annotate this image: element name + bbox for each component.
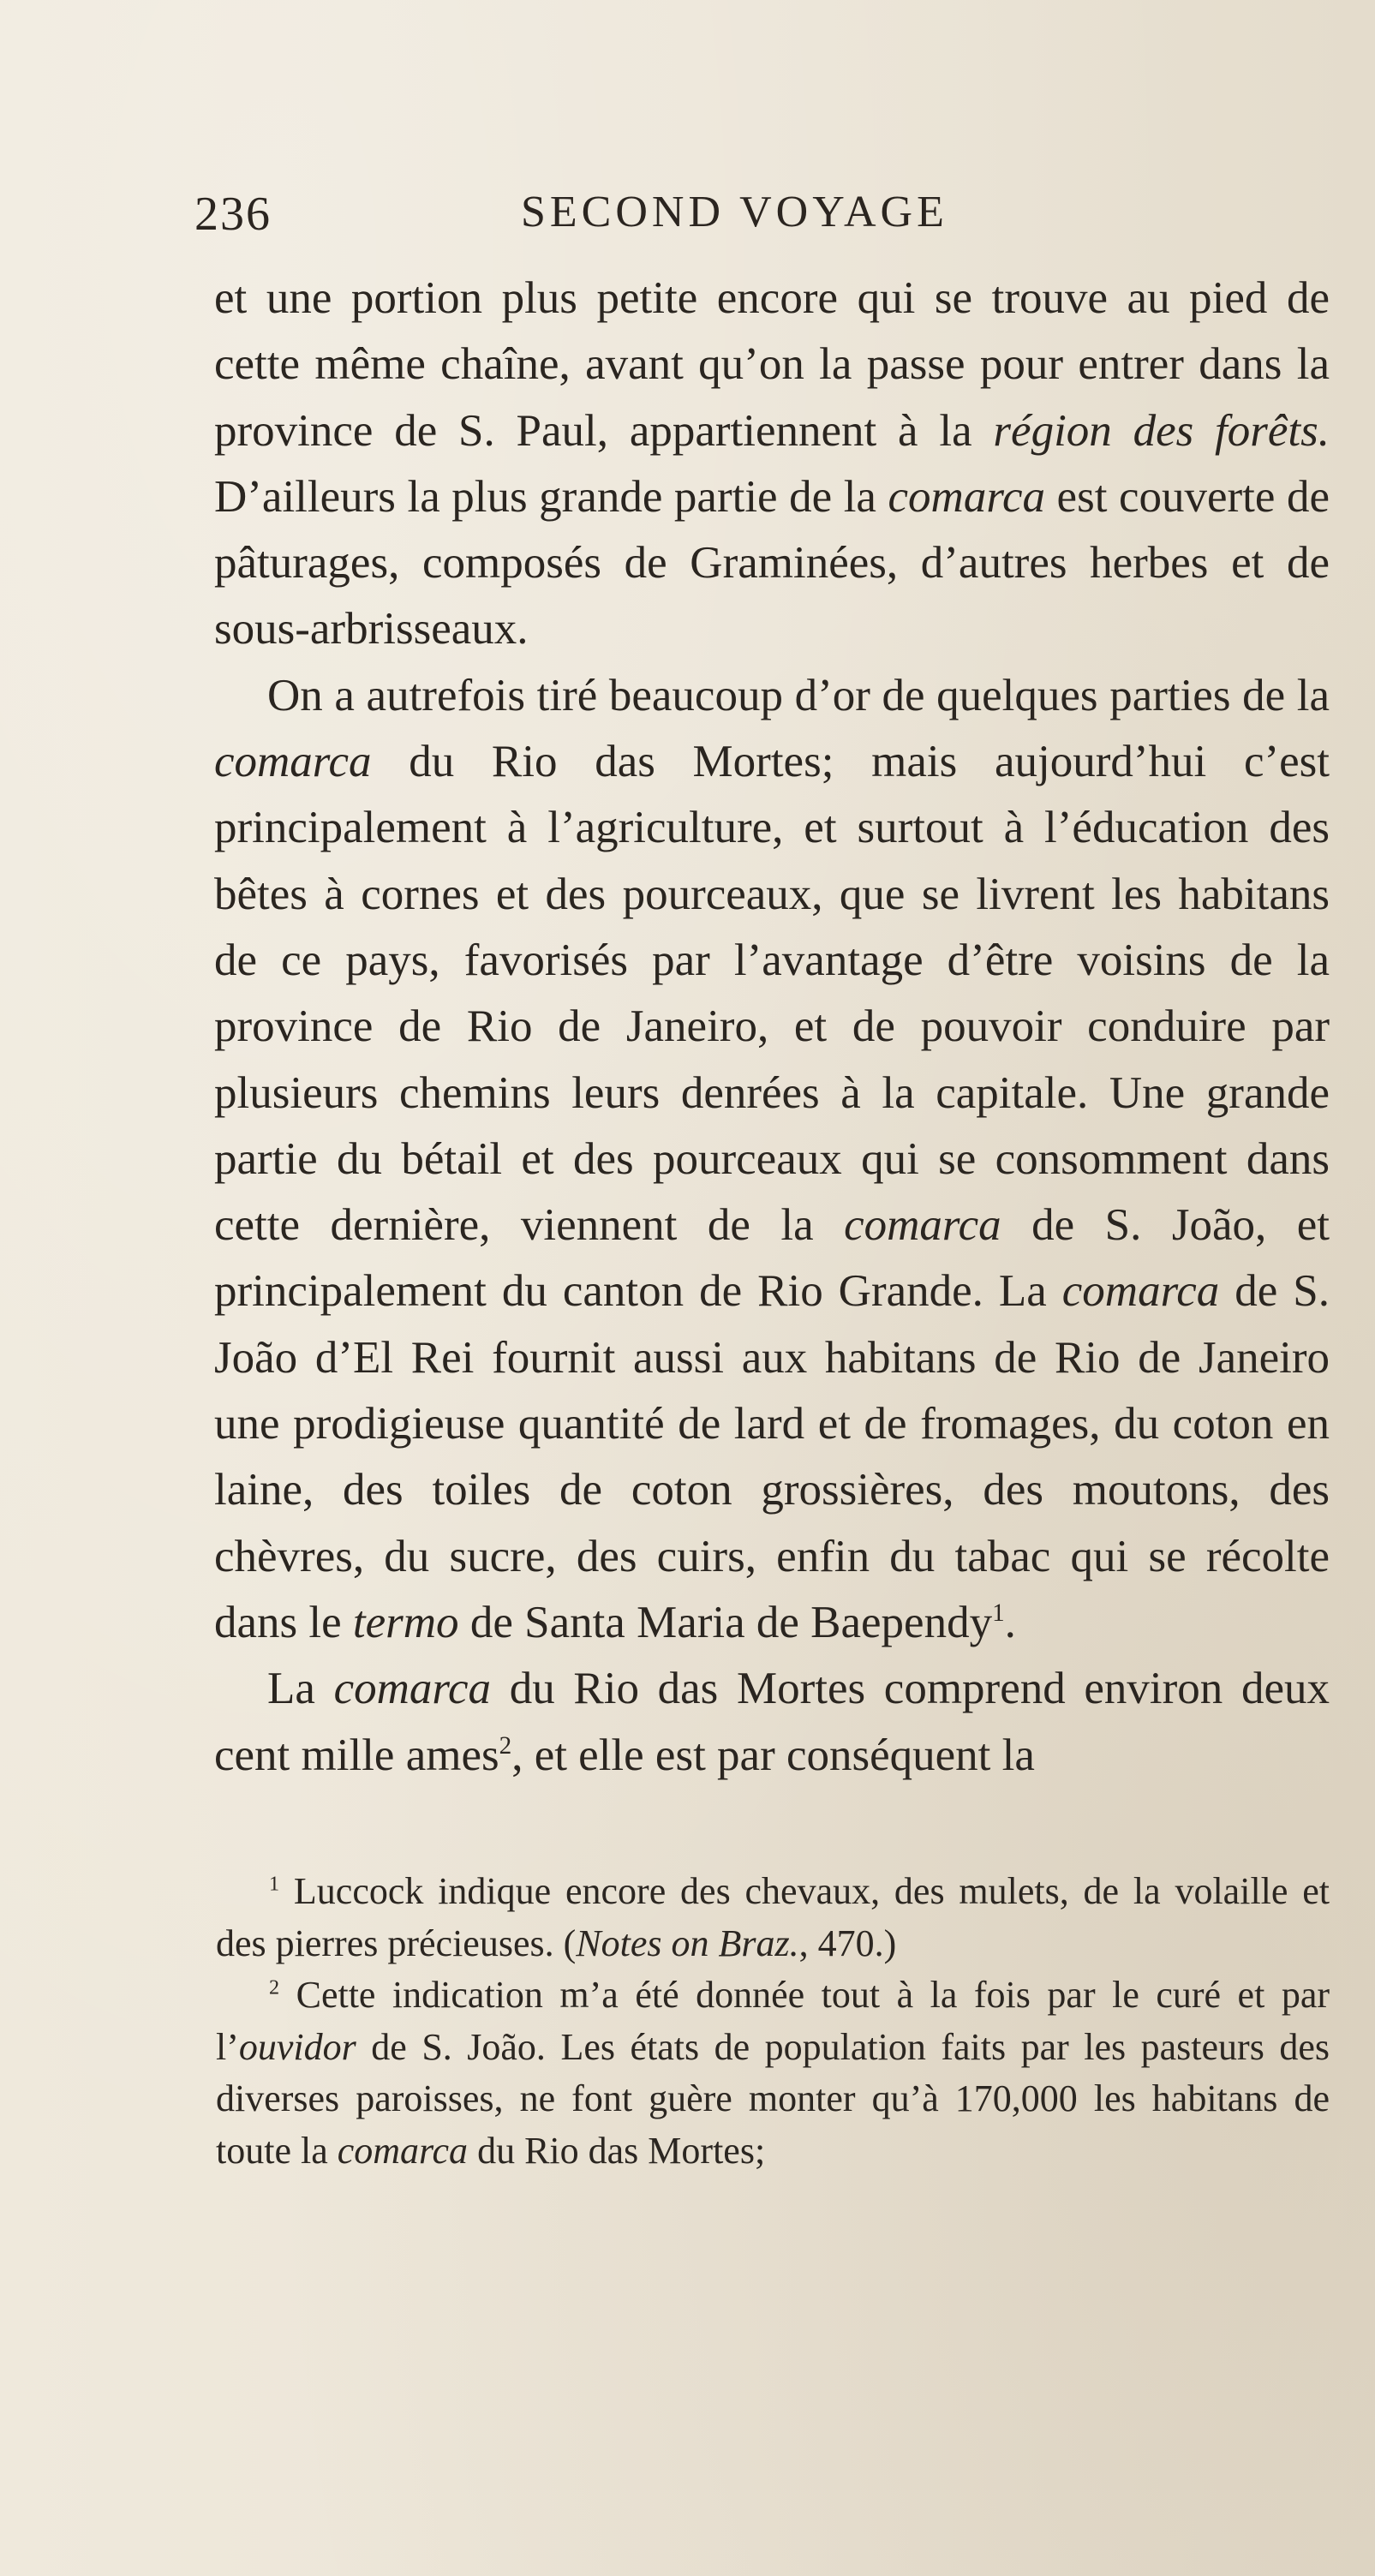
italic-run: région des forêts. [993, 405, 1330, 456]
page-number: 236 [194, 188, 272, 241]
text-run: On a autrefois tiré beaucoup d’or de quelques parties de la [267, 670, 1330, 720]
text-run: de S. João d’El Rei fournit aussi aux habitans de Rio de Janeiro une prodigieuse quantité de lard et de fromages, du coton en laine, des toiles de coton grossières, des moutons, des chèvres, du sucre, des cuirs, enfin du tabac qui se récolte dans le [214, 1266, 1330, 1647]
paragraph [214, 663, 1330, 1656]
text-run: La [267, 1664, 334, 1714]
running-title: SECOND VOYAGE [521, 188, 948, 236]
footnote [216, 1969, 1330, 2177]
text-run: D’ailleurs la plus grande partie de la [214, 471, 888, 522]
footnote-marker: 1 [269, 1872, 280, 1896]
italic-run: termo [352, 1597, 459, 1647]
running-head [0, 187, 1375, 255]
paragraph [214, 266, 1330, 663]
text-run: de S. João, et principalement du canton de Rio Grande. La [214, 1200, 1330, 1317]
footnote-ref: 2 [499, 1731, 512, 1760]
text-run: du Rio das Mortes comprend environ deux cent mille ames [214, 1664, 1330, 1780]
body-text [214, 266, 1330, 1789]
footnote-ref: 1 [992, 1599, 1005, 1627]
text-run: du Rio das Mortes; [468, 2129, 766, 2172]
text-run: est couverte de pâturages, composés de Graminées, d’autres herbes et de sous-arbrisseaux. [214, 471, 1330, 654]
footnotes [216, 1866, 1330, 2177]
text-run: , 470.) [798, 1922, 897, 1964]
footnote-marker: 2 [269, 1975, 280, 1999]
text-run: de S. João. Les états de population faits par les pasteurs des diverses paroisses, ne font guère monter qu’à 170,000 les habitans de toute la [216, 2025, 1330, 2172]
text-run: Luccock indique encore des chevaux, des mulets, de la volaille et des pierres précieuses. ( [216, 1870, 1330, 1964]
italic-run: comarca [888, 471, 1045, 522]
italic-run: comarca [844, 1200, 1001, 1251]
text-run: , et elle est par conséquent la [511, 1730, 1035, 1780]
italic-run: comarca [214, 737, 372, 787]
italic-run: comarca [1061, 1266, 1220, 1317]
italic-run: ouvidor [238, 2025, 356, 2068]
italic-run: comarca [333, 1664, 492, 1714]
text-run: de Santa Maria de Baependy [458, 1597, 993, 1647]
text-run: . [1004, 1597, 1016, 1647]
italic-run: Notes on Braz. [576, 1922, 799, 1964]
text-run: Cette indication m’a été donnée tout à la fois par le curé et par l’ [216, 1974, 1330, 2068]
text-run: du Rio das Mortes; mais aujourd’hui c’est principalement à l’agriculture, et surtout à l’éducation des bêtes à cornes et des pourceaux, que se livrent les habitans de ce pays, favorisés par l’avantage d’être voisins de la province de Rio de Janeiro, et de pouvoir conduire par plusieurs chemins leurs denrées à la capitale. Une grande partie du bétail et des pourceaux qui se consomment dans cette dernière, viennent de la [214, 737, 1330, 1251]
footnote [216, 1866, 1330, 1969]
italic-run: comarca [337, 2129, 469, 2172]
text-run: et une portion plus petite encore qui se trouve au pied de cette même chaîne, avant qu’on la passe pour entrer dans la province de S. Paul, appartiennent à la [214, 273, 1330, 456]
paragraph [214, 1656, 1330, 1789]
